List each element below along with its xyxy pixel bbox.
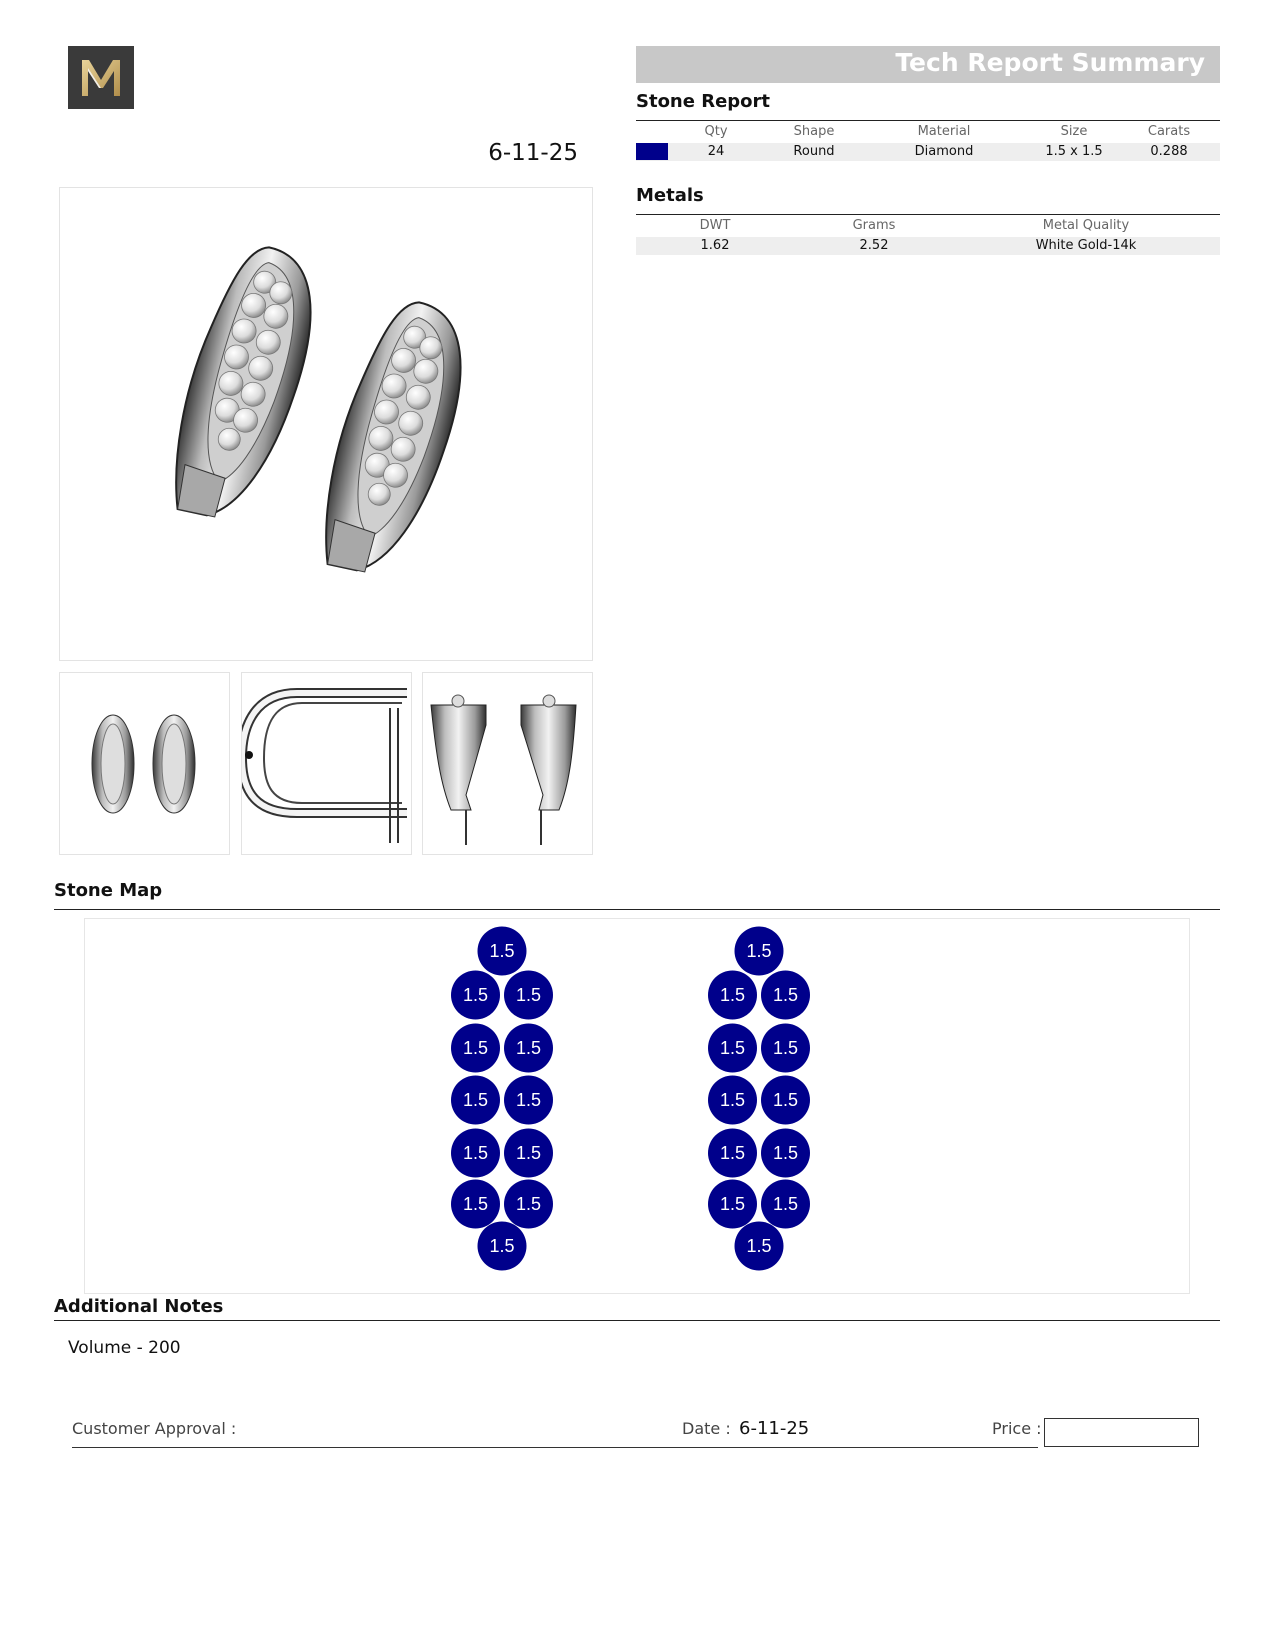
stone-size-label: 1.5 xyxy=(772,1143,799,1163)
stone-size-label: 1.5 xyxy=(515,1038,542,1058)
stone-1-3-2 xyxy=(504,1024,553,1073)
stone-1-7-1 xyxy=(478,1222,527,1271)
metals-header-quality: Metal Quality xyxy=(1042,218,1130,233)
stone-1-4-2 xyxy=(504,1076,553,1125)
stone-size-label: 1.5 xyxy=(515,1143,542,1163)
stone-2-4-2 xyxy=(761,1076,810,1125)
stone-1-5-2 xyxy=(504,1129,553,1178)
stone-size-label: 1.5 xyxy=(462,985,489,1005)
stone-report-title: Stone Report xyxy=(636,91,771,112)
stone-2-2-1 xyxy=(708,971,757,1020)
customer-approval-label: Customer Approval : xyxy=(72,1419,237,1438)
stone-size-label: 1.5 xyxy=(746,1236,772,1256)
company-logo xyxy=(68,46,134,109)
stone-size-label: 1.5 xyxy=(462,1143,489,1163)
stone-2-5-1 xyxy=(708,1129,757,1178)
stone-size-label: 1.5 xyxy=(772,985,799,1005)
thumbnail-side-view xyxy=(241,672,412,855)
additional-notes-rule xyxy=(54,1320,1220,1321)
metals-rule xyxy=(636,214,1220,215)
stone-size-label: 1.5 xyxy=(515,1090,542,1110)
report-title: Tech Report Summary xyxy=(895,48,1205,77)
stone-1-5-1 xyxy=(451,1129,500,1178)
stone-1-6-2 xyxy=(504,1180,553,1229)
thumbnail-profile-view xyxy=(422,672,593,855)
stone-2-2-2 xyxy=(761,971,810,1020)
additional-notes-title: Additional Notes xyxy=(54,1296,224,1317)
approval-date-label: Date : xyxy=(682,1419,731,1438)
price-label: Price : xyxy=(992,1419,1042,1438)
stone-report-header-size: Size xyxy=(1060,124,1088,139)
document-date: 6-11-25 xyxy=(488,140,578,166)
stone-size-label: 1.5 xyxy=(746,941,772,961)
stone-size-label: 1.5 xyxy=(462,1090,489,1110)
stone-size-label: 1.5 xyxy=(489,941,515,961)
report-title-banner xyxy=(636,46,1220,83)
stone-1-3-1 xyxy=(451,1024,500,1073)
stone-size-label: 1.5 xyxy=(462,1194,489,1214)
stone-2-7-1 xyxy=(735,1222,784,1271)
stone-size-label: 1.5 xyxy=(772,1038,799,1058)
stone-size-label: 1.5 xyxy=(719,1090,746,1110)
stone-map-rule xyxy=(54,909,1220,910)
main-render-image xyxy=(59,187,593,661)
stone-size-label: 1.5 xyxy=(719,1038,746,1058)
metals-header-dwt: DWT xyxy=(699,218,731,233)
stone-report-header-shape: Shape xyxy=(793,124,835,139)
stone-map-title: Stone Map xyxy=(54,880,163,901)
stone-1-2-2 xyxy=(504,971,553,1020)
metal-quality: White Gold-14k xyxy=(1035,238,1137,253)
metals-header-grams: Grams xyxy=(852,218,896,233)
stone-qty: 24 xyxy=(707,144,725,159)
stone-2-4-1 xyxy=(708,1076,757,1125)
stone-size-label: 1.5 xyxy=(719,985,746,1005)
stone-map-diagram xyxy=(85,919,1189,1293)
stone-1-6-1 xyxy=(451,1180,500,1229)
stone-1-4-1 xyxy=(451,1076,500,1125)
stone-1-2-1 xyxy=(451,971,500,1020)
stone-2-1-1 xyxy=(735,927,784,976)
stone-size: 1.5 x 1.5 xyxy=(1045,144,1103,159)
additional-notes-text: Volume - 200 xyxy=(68,1338,181,1358)
stone-2-6-1 xyxy=(708,1180,757,1229)
stone-report-header-material: Material xyxy=(917,124,971,139)
stone-2-3-1 xyxy=(708,1024,757,1073)
stone-size-label: 1.5 xyxy=(719,1194,746,1214)
stone-size-label: 1.5 xyxy=(489,1236,515,1256)
stone-1-1-1 xyxy=(478,927,527,976)
stone-size-label: 1.5 xyxy=(515,985,542,1005)
stone-size-label: 1.5 xyxy=(515,1194,542,1214)
stone-report-rule xyxy=(636,120,1220,121)
stone-size-label: 1.5 xyxy=(772,1090,799,1110)
approval-date-value: 6-11-25 xyxy=(739,1418,810,1439)
metals-title: Metals xyxy=(636,185,704,206)
stone-2-5-2 xyxy=(761,1129,810,1178)
stone-2-6-2 xyxy=(761,1180,810,1229)
stone-report-header-carats: Carats xyxy=(1147,124,1191,139)
metal-grams: 2.52 xyxy=(859,238,889,253)
stone-map-panel xyxy=(84,918,1190,1294)
stone-carats: 0.288 xyxy=(1150,144,1188,159)
stone-color-swatch xyxy=(636,143,668,160)
metal-dwt: 1.62 xyxy=(700,238,730,253)
stone-report-header-qty: Qty xyxy=(704,124,728,139)
stone-size-label: 1.5 xyxy=(772,1194,799,1214)
stone-size-label: 1.5 xyxy=(462,1038,489,1058)
stone-material: Diamond xyxy=(914,144,974,159)
price-input-box[interactable] xyxy=(1044,1418,1199,1447)
stone-2-3-2 xyxy=(761,1024,810,1073)
customer-approval-signature-line[interactable] xyxy=(72,1447,1038,1448)
thumbnail-front-view xyxy=(59,672,230,855)
stone-size-label: 1.5 xyxy=(719,1143,746,1163)
stone-shape: Round xyxy=(793,144,835,159)
